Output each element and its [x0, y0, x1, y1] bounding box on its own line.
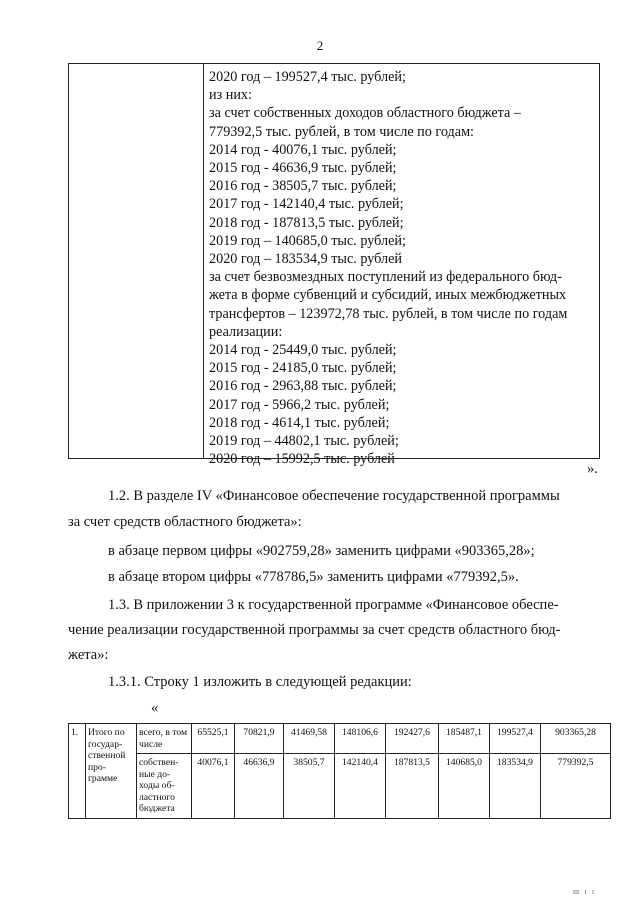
- value-cell: 779392,5: [541, 754, 611, 819]
- paragraph-abzac-2: в абзаце втором цифры «778786,5» заменить цифрами «779392,5».: [108, 569, 519, 585]
- value-cell: 183534,9: [490, 754, 541, 819]
- funding-line: 2015 год - 46636,9 тыс. рублей;: [209, 160, 397, 177]
- value-cell: 199527,4: [490, 724, 541, 754]
- value-cell: 187813,5: [386, 754, 439, 819]
- opening-quote: «: [151, 700, 159, 716]
- funding-line: 2017 год - 5966,2 тыс. рублей;: [209, 396, 390, 413]
- paragraph-1-3-end: жета»:: [68, 647, 109, 663]
- funding-cell: [209, 68, 593, 468]
- paragraph-1-2-cont: за счет средств областного бюджета»:: [68, 514, 302, 530]
- sub-label-cell: всего, в том числе: [137, 724, 192, 754]
- value-cell: 38505,7: [284, 754, 335, 819]
- paragraph-1-3-cont: чение реализации государственной программы за счет средств областного бюд-: [68, 622, 561, 638]
- row-number-cell: 1.: [69, 724, 86, 819]
- funding-line: жета в форме субвенций и субсидий, иных межбюджетных: [209, 287, 567, 304]
- value-cell: 903365,28: [541, 724, 611, 754]
- funding-line: 2016 год - 38505,7 тыс. рублей;: [209, 178, 397, 195]
- funding-line: трансфертов – 123972,78 тыс. рублей, в том числе по годам: [209, 305, 568, 322]
- footer-scan-mark: Ш I I: [573, 890, 597, 896]
- value-cell: 41469,58: [284, 724, 335, 754]
- funding-line: 2020 год – 183534,9 тыс. рублей: [209, 251, 402, 268]
- program-finance-table: [68, 723, 611, 819]
- funding-line: 2019 год – 44802,1 тыс. рублей;: [209, 433, 399, 450]
- funding-line: 2020 год – 199527,4 тыс. рублей;: [209, 69, 406, 85]
- funding-line: 2015 год - 24185,0 тыс. рублей;: [209, 360, 397, 377]
- value-cell: 46636,9: [235, 754, 284, 819]
- funding-line: реализации:: [209, 323, 283, 340]
- table-row: [69, 754, 611, 819]
- funding-line: из них:: [209, 87, 252, 104]
- paragraph-1-3-1: 1.3.1. Строку 1 изложить в следующей редакции:: [108, 674, 412, 690]
- value-cell: 148106,6: [335, 724, 386, 754]
- funding-line: за счет собственных доходов областного бюджета –: [209, 105, 521, 122]
- paragraph-abzac-1: в абзаце первом цифры «902759,28» заменить цифрами «903365,28»;: [108, 543, 535, 559]
- table-row: [69, 724, 611, 754]
- value-cell: 142140,4: [335, 754, 386, 819]
- row-label-cell: Итого по государ-ственной про-грамме: [86, 724, 137, 819]
- funding-line: 2019 год – 140685,0 тыс. рублей;: [209, 232, 406, 249]
- funding-line: 2020 год – 15992,5 тыс. рублей: [209, 451, 395, 468]
- funding-line: за счет безвозмездных поступлений из федерального бюд-: [209, 269, 562, 286]
- value-cell: 192427,6: [386, 724, 439, 754]
- funding-table-continuation: [68, 63, 600, 468]
- value-cell: 40076,1: [192, 754, 235, 819]
- value-cell: 65525,1: [192, 724, 235, 754]
- value-cell: 140685,0: [439, 754, 490, 819]
- funding-line: 2016 год - 2963,88 тыс. рублей;: [209, 378, 397, 395]
- funding-line: 2017 год - 142140,4 тыс. рублей;: [209, 196, 404, 213]
- funding-line: 2014 год - 25449,0 тыс. рублей;: [209, 342, 397, 359]
- closing-quote: ».: [587, 461, 598, 477]
- table-column-divider: [203, 64, 204, 458]
- value-cell: 185487,1: [439, 724, 490, 754]
- funding-line: 2018 год - 4614,1 тыс. рублей;: [209, 414, 390, 431]
- sub-label-cell: собствен-ные до-ходы об-ластного бюджета: [137, 754, 192, 819]
- value-cell: 70821,9: [235, 724, 284, 754]
- page-number: 2: [316, 38, 324, 53]
- funding-line: 2018 год - 187813,5 тыс. рублей;: [209, 214, 404, 231]
- paragraph-1-3: 1.3. В приложении 3 к государственной программе «Финансовое обеспе-: [108, 597, 559, 613]
- funding-line: 2014 год - 40076,1 тыс. рублей;: [209, 141, 397, 158]
- paragraph-1-2: 1.2. В разделе IV «Финансовое обеспечение государственной программы: [108, 488, 560, 504]
- funding-line: 779392,5 тыс. рублей, в том числе по годам:: [209, 123, 474, 140]
